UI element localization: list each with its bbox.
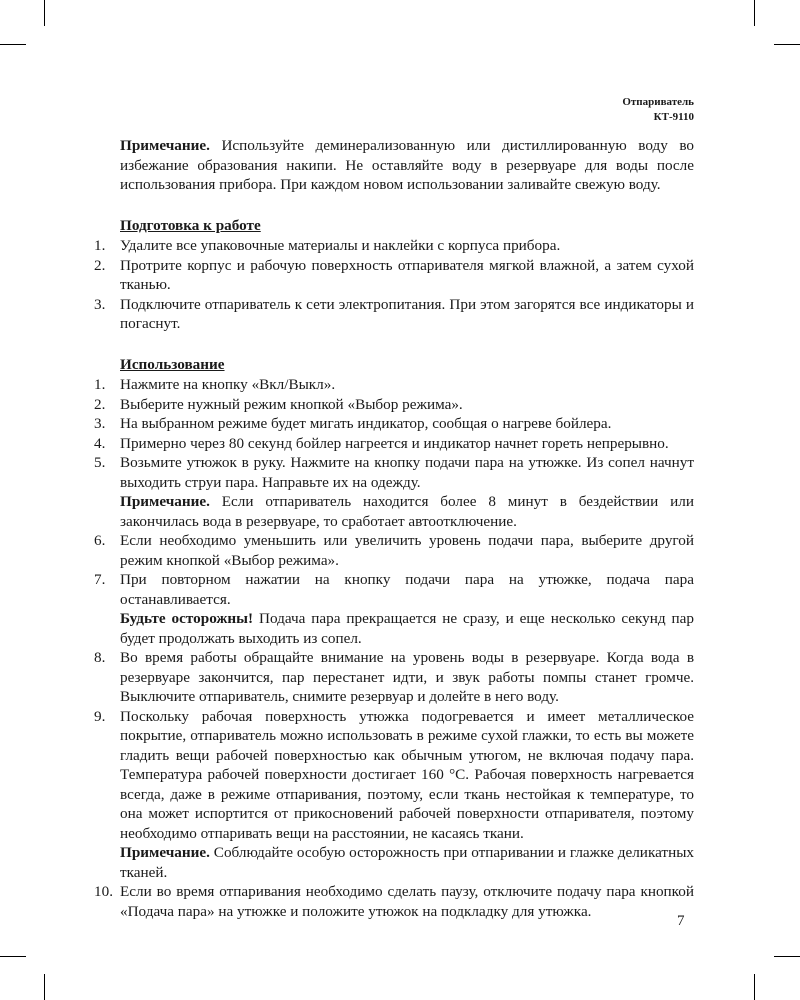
list-item-number: 5. bbox=[94, 454, 106, 471]
list-item bbox=[94, 375, 694, 395]
warning-label: Будьте осторожны! bbox=[120, 610, 254, 627]
product-title: Отпариватель bbox=[622, 96, 694, 108]
list-item-number: 6. bbox=[94, 532, 106, 549]
list-item-number: 1. bbox=[94, 237, 106, 254]
list-item-note bbox=[120, 843, 694, 882]
list-item-text: На выбранном режиме будет мигать индикатор, сообщая о нагреве бойлера. bbox=[120, 415, 612, 432]
crop-mark bbox=[44, 0, 45, 26]
note-label: Примечание. bbox=[120, 844, 210, 861]
crop-mark bbox=[0, 44, 26, 45]
list-item-text: Возьмите утюжок в руку. Нажмите на кнопку подачи пара на утюжке. Из сопел начнут выходить струи пара. Направьте их на одежду. bbox=[120, 454, 694, 491]
list-item bbox=[94, 256, 694, 295]
list-item-number: 2. bbox=[94, 256, 106, 274]
list-item-text: Подключите отпариватель к сети электропитания. При этом загорятся все индикаторы и погаснут. bbox=[120, 295, 694, 332]
list-item bbox=[94, 295, 694, 334]
crop-mark bbox=[44, 974, 45, 1000]
list-item bbox=[94, 882, 694, 921]
list-item bbox=[94, 531, 694, 570]
list-item-text: Во время работы обращайте внимание на уровень воды в резервуаре. Когда вода в резервуаре закончится, пар перестанет идти, и звук работы помпы станет громче. Выключите отпариватель, снимите резервуар и долейте в него воду. bbox=[120, 649, 694, 705]
intro-note-label: Примечание. bbox=[120, 137, 210, 154]
list-item-number: 9. bbox=[94, 707, 106, 725]
list-item bbox=[94, 453, 694, 531]
crop-mark bbox=[0, 956, 26, 957]
note-text: Если отпариватель находится более 8 минут в бездействии или закончилась вода в резервуаре, то сработает автоотключение. bbox=[120, 493, 694, 530]
list-item bbox=[94, 434, 694, 454]
list-item-text: Поскольку рабочая поверхность утюжка подогревается и имеет металлическое покрытие, отпариватель можно использовать в режиме сухой глажки, то есть вы можете гладить вещи рабочей поверхностью как обычным утюгом, не включая подачу пара. Температура рабочей поверхности достигает 160 °С. Рабочая поверхность нагревается всегда, даже в режиме отпаривания, поэтому, если ткань нестойкая к температуре, то она может испортится от прикосновений рабочей поверхности отпаривателя, поэтому необходимо отпаривать вещи на расстоянии, не касаясь ткани. bbox=[120, 707, 694, 842]
list-item-number: 3. bbox=[94, 415, 106, 432]
list-item bbox=[94, 236, 694, 256]
list-item-number: 7. bbox=[94, 571, 106, 588]
list-item-note bbox=[120, 492, 694, 531]
list-item-text: Примерно через 80 секунд бойлер нагреется и индикатор начнет гореть непрерывно. bbox=[120, 434, 669, 452]
note-text: Соблюдайте особую осторожность при отпаривании и глажке деликатных тканей. bbox=[120, 844, 694, 881]
usage-list bbox=[94, 375, 694, 921]
note-label: Примечание. bbox=[120, 493, 210, 510]
list-item-text: Нажмите на кнопку «Вкл/Выкл». bbox=[120, 376, 336, 393]
list-item bbox=[94, 395, 694, 415]
list-item-number: 2. bbox=[94, 395, 106, 413]
list-item-warning bbox=[120, 609, 694, 648]
preparation-list bbox=[94, 236, 694, 334]
page-header bbox=[622, 95, 694, 125]
list-item-number: 3. bbox=[94, 295, 106, 313]
section-heading-preparation: Подготовка к работе bbox=[120, 216, 261, 234]
product-model: КТ-9110 bbox=[653, 111, 694, 123]
list-item-text: Удалите все упаковочные материалы и наклейки с корпуса прибора. bbox=[120, 237, 561, 254]
list-item-number: 8. bbox=[94, 649, 106, 666]
list-item-text: Если необходимо уменьшить или увеличить уровень подачи пара, выберите другой режим кнопкой «Выбор режима». bbox=[120, 532, 694, 569]
page-number: 7 bbox=[677, 913, 685, 929]
intro-note bbox=[120, 136, 694, 195]
crop-mark bbox=[774, 956, 800, 957]
list-item bbox=[94, 570, 694, 648]
list-item-number: 1. bbox=[94, 376, 106, 393]
list-item bbox=[94, 414, 694, 434]
list-item-text: Протрите корпус и рабочую поверхность отпаривателя мягкой влажной, а затем сухой тканью. bbox=[120, 256, 694, 293]
list-item bbox=[94, 707, 694, 883]
page-content bbox=[94, 136, 694, 921]
crop-mark bbox=[754, 0, 755, 26]
section-heading-usage: Использование bbox=[120, 355, 225, 373]
crop-mark bbox=[774, 44, 800, 45]
intro-note-text: Используйте деминерализованную или дистиллированную воду во избежание образования накипи. Не оставляйте воду в резервуаре для воды после использования прибора. При каждом новом использовании заливайте свежую воду. bbox=[120, 137, 694, 193]
list-item-number: 4. bbox=[94, 434, 106, 452]
crop-mark bbox=[754, 974, 755, 1000]
list-item-text: При повторном нажатии на кнопку подачи пара на утюжке, подача пара останавливается. bbox=[120, 571, 694, 608]
warning-text: Подача пара прекращается не сразу, и еще несколько секунд пар будет продолжать выходить из сопел. bbox=[120, 610, 694, 647]
list-item bbox=[94, 648, 694, 707]
list-item-text: Выберите нужный режим кнопкой «Выбор режима». bbox=[120, 395, 463, 413]
list-item-number: 10. bbox=[94, 883, 113, 900]
list-item-text: Если во время отпаривания необходимо сделать паузу, отключите подачу пара кнопкой «Подача пара» на утюжке и положите утюжок на подкладку для утюжка. bbox=[120, 883, 694, 920]
